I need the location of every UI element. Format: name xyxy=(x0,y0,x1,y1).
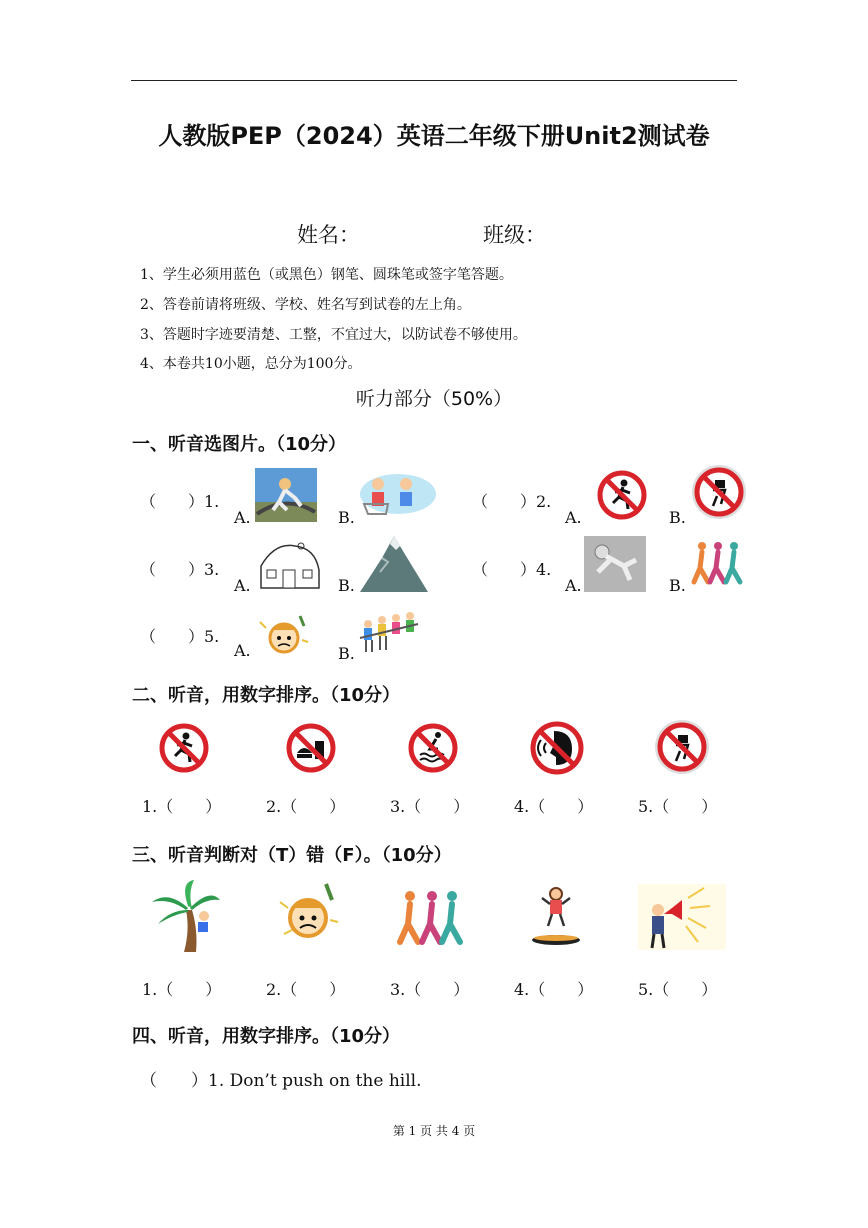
s1-q5-option-b: B. xyxy=(338,644,355,663)
s1-q1-option-b: B. xyxy=(338,508,355,527)
s1-q5-option-a: A. xyxy=(234,641,251,660)
instruction-2: 2、答卷前请将班级、学校、姓名写到试卷的左上角。 xyxy=(140,297,471,313)
page-title: 人教版PEP（2024）英语二年级下册Unit2测试卷 xyxy=(158,122,710,150)
s4-item-1: （ ）1. Don’t push on the hill. xyxy=(140,1071,422,1091)
s2-answer-2[interactable]: 2.（ ） xyxy=(266,797,346,816)
s1-q4-option-a: A. xyxy=(565,576,582,595)
s1-q2-option-b: B. xyxy=(669,508,686,527)
s1-q4-number: （ ）4. xyxy=(472,560,552,579)
s3-answer-4[interactable]: 4.（ ） xyxy=(514,980,594,999)
instruction-4: 4、本卷共10小题，总分为100分。 xyxy=(140,356,362,372)
s3-answer-3[interactable]: 3.（ ） xyxy=(390,980,470,999)
instruction-1: 1、学生必须用蓝色（或黑色）钢笔、圆珠笔或签字笔答题。 xyxy=(140,267,513,283)
s2-answer-4[interactable]: 4.（ ） xyxy=(514,797,594,816)
s1-q1-number: （ ）1. xyxy=(140,492,220,511)
s1-q3-option-a: A. xyxy=(234,576,251,595)
s2-answer-1[interactable]: 1.（ ） xyxy=(142,797,222,816)
no-pushing-sign-icon xyxy=(654,719,710,775)
boy-on-trampoline-picture xyxy=(530,886,582,950)
no-running-sign-icon xyxy=(159,723,209,773)
s2-answer-5[interactable]: 5.（ ） xyxy=(638,797,718,816)
s1-q3-option-b: B. xyxy=(338,576,355,595)
section1-title: 一、听音选图片。（10分） xyxy=(132,434,347,455)
s1-q4-option-b: B. xyxy=(669,576,686,595)
listening-section-header: 听力部分（50%） xyxy=(355,388,513,410)
page-footer: 第 1 页 共 4 页 xyxy=(392,1124,476,1138)
runners-picture xyxy=(688,538,748,590)
boy-climbing-tree-picture xyxy=(150,880,222,954)
mountain-picture xyxy=(360,532,428,592)
top-rule xyxy=(131,80,737,81)
runners-picture xyxy=(392,886,470,950)
s3-answer-2[interactable]: 2.（ ） xyxy=(266,980,346,999)
s1-q5-number: （ ）5. xyxy=(140,627,220,646)
crying-girl-picture xyxy=(278,882,342,948)
section2-title: 二、听音，用数字排序。（10分） xyxy=(132,685,401,706)
s1-q3-number: （ ）3. xyxy=(140,560,220,579)
no-shouting-sign-icon xyxy=(530,721,584,775)
class-label: 班级： xyxy=(483,223,546,247)
no-pushing-sign-icon xyxy=(691,464,747,520)
snowy-house-picture xyxy=(255,536,323,592)
crying-girl-picture xyxy=(258,612,312,656)
no-running-sign-icon xyxy=(597,470,647,520)
section4-title: 四、听音，用数字排序。（10分） xyxy=(132,1026,401,1047)
instruction-3: 3、答题时字迹要清楚、工整，不宜过大，以防试卷不够使用。 xyxy=(140,327,527,343)
s1-q2-number: （ ）2. xyxy=(472,492,552,511)
s1-q1-option-a: A. xyxy=(234,508,251,527)
s1-q2-option-a: A. xyxy=(565,508,582,527)
fallen-boy-picture xyxy=(584,536,646,592)
no-eating-sign-icon xyxy=(286,723,336,773)
kids-in-line-picture xyxy=(358,608,420,656)
name-label: 姓名： xyxy=(297,223,360,247)
s2-answer-3[interactable]: 3.（ ） xyxy=(390,797,470,816)
s3-answer-1[interactable]: 1.（ ） xyxy=(142,980,222,999)
section3-title: 三、听音判断对（T）错（F）。（10分） xyxy=(132,845,452,866)
climbing-boy-picture xyxy=(255,468,317,522)
s3-answer-5[interactable]: 5.（ ） xyxy=(638,980,718,999)
no-swimming-sign-icon xyxy=(408,723,458,773)
man-with-megaphone-picture xyxy=(638,884,726,950)
kids-pushing-cart-picture xyxy=(358,470,438,522)
